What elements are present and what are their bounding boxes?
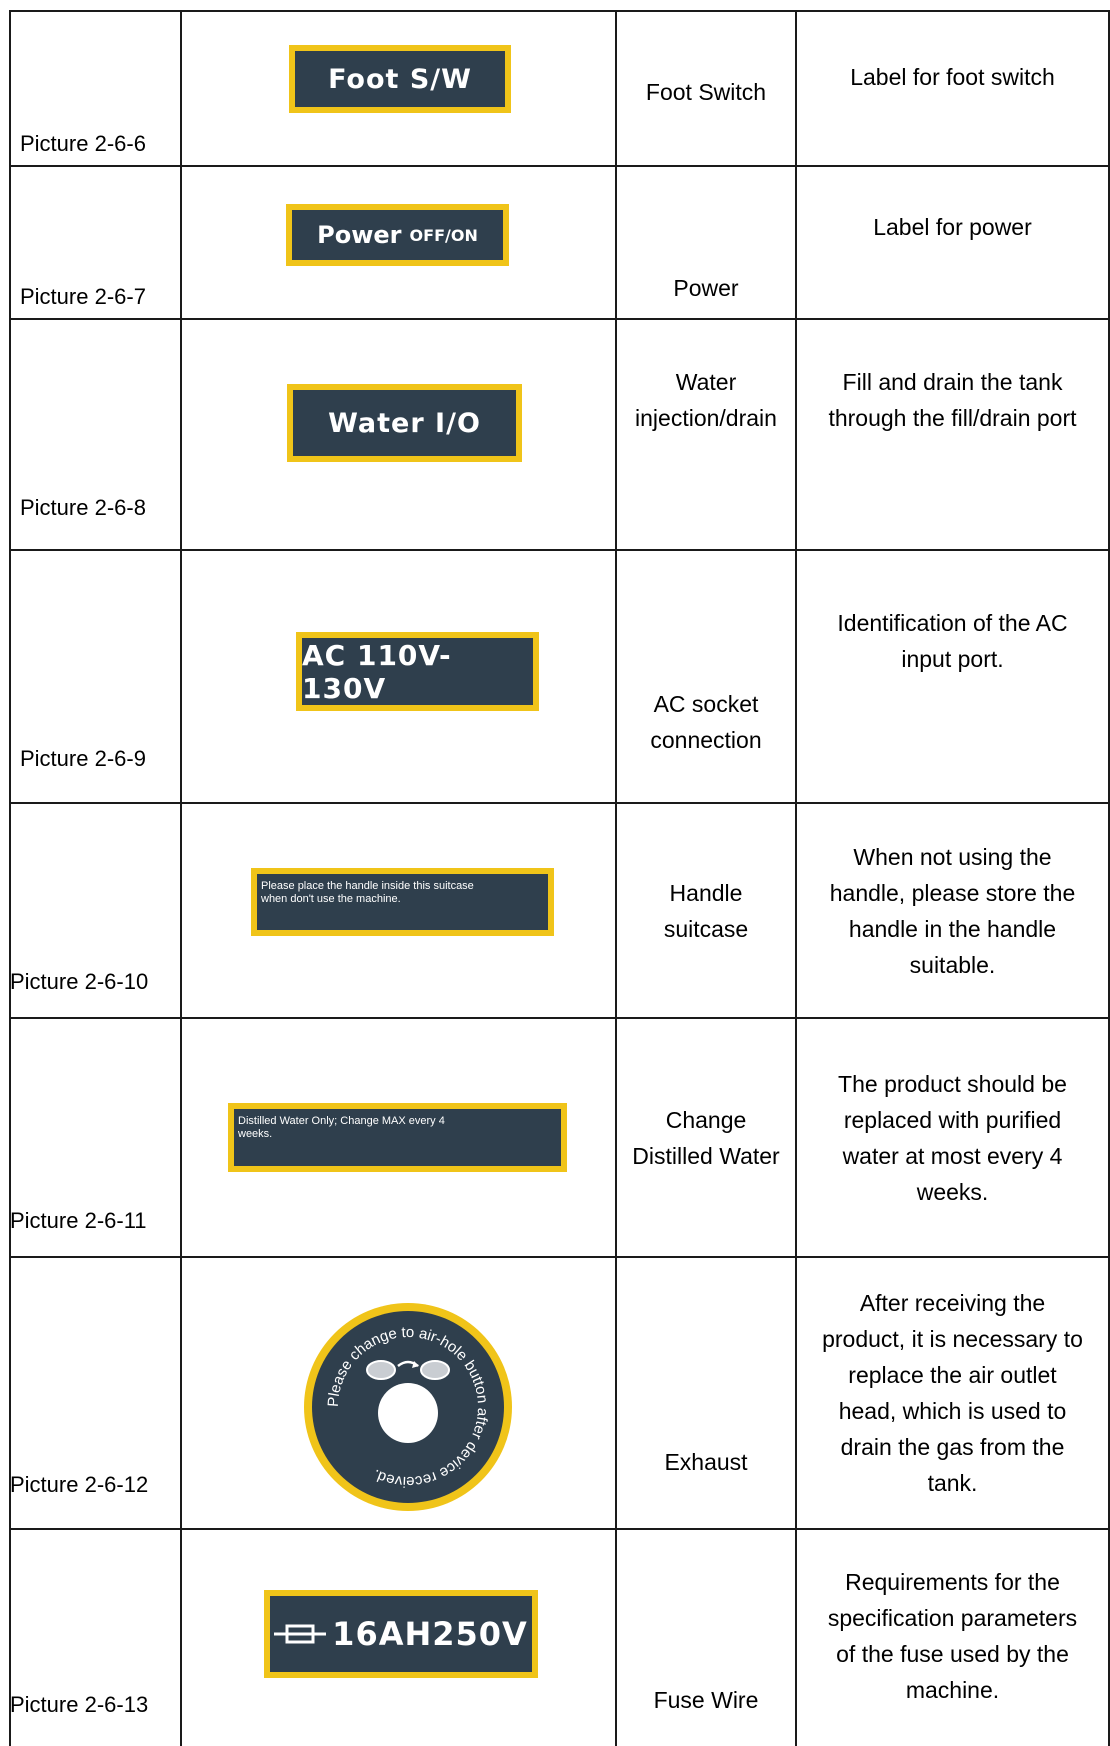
picture-ref	[20, 167, 180, 318]
item-name-line: suitcase	[663, 915, 749, 942]
item-name	[617, 1258, 795, 1528]
item-name	[617, 167, 795, 318]
item-name-line: Distilled Water	[632, 1142, 780, 1169]
item-name	[609, 320, 803, 480]
item-description	[797, 320, 1108, 480]
distilled-label-line: Distilled Water Only; Change MAX every 4	[238, 1115, 445, 1127]
item-description-line: replaced with purified	[843, 1106, 1062, 1133]
item-name-line: connection	[650, 727, 762, 753]
item-name-line: AC socket	[653, 691, 759, 717]
fuse-rating-label-plate	[264, 1590, 538, 1678]
item-description-line: of the fuse used by the	[836, 1641, 1069, 1667]
item-description-line: through the fill/drain port	[828, 405, 1077, 431]
item-description-line: handle, please store the	[829, 879, 1076, 906]
item-description	[797, 1258, 1108, 1528]
picture-ref	[20, 12, 180, 165]
item-description-line: machine.	[905, 1677, 1000, 1703]
item-name	[617, 804, 795, 1017]
item-name-text: Exhaust	[664, 1449, 748, 1475]
item-description-line: weeks.	[916, 1178, 989, 1205]
picture-ref-text: Picture 2-6-13	[10, 1692, 149, 1717]
item-description-line: drain the gas from the	[840, 1434, 1065, 1460]
fuse-rating-text: 16AH250V	[332, 1615, 528, 1653]
distilled-label-line: weeks.	[238, 1128, 273, 1140]
item-description-line: The product should be	[838, 1070, 1067, 1097]
picture-ref	[20, 551, 180, 802]
ac-voltage-label-text: AC 110V-130V	[302, 638, 452, 705]
item-description	[797, 804, 1108, 1017]
item-name	[617, 12, 795, 165]
power-label-sub: OFF/ON	[409, 225, 478, 245]
item-name-line: Water	[675, 369, 737, 395]
item-description-line: When not using the	[853, 843, 1052, 870]
item-description-text: Label for foot switch	[850, 64, 1055, 90]
item-description-line: product, it is necessary to	[822, 1326, 1083, 1352]
item-name-line: Handle	[669, 879, 743, 906]
picture-ref-text: Picture 2-6-12	[10, 1472, 149, 1497]
item-description-line: After receiving the	[859, 1290, 1046, 1316]
badge-ring-text: Please change to air-hole button after device received.	[324, 1323, 492, 1491]
picture-ref-text: Picture 2-6-11	[10, 1208, 147, 1233]
picture-ref-text: Picture 2-6-6	[20, 131, 146, 156]
picture-ref	[10, 804, 180, 1017]
item-description-line: replace the air outlet	[848, 1362, 1057, 1388]
picture-ref-text: Picture 2-6-10	[10, 969, 149, 994]
picture-ref	[20, 320, 180, 549]
item-description-line: head, which is used to	[838, 1398, 1067, 1424]
foot-switch-label-text: Foot S/W	[328, 63, 472, 95]
item-description-line: suitable.	[909, 951, 996, 978]
power-label-plate	[286, 204, 509, 266]
foot-switch-label-plate	[289, 45, 511, 113]
water-io-label-text: Water I/O	[328, 407, 481, 439]
item-description-text: Label for power	[873, 214, 1032, 240]
picture-ref	[10, 1530, 180, 1746]
item-name-text: Foot Switch	[645, 78, 767, 105]
item-description-line: Fill and drain the tank	[842, 369, 1063, 395]
item-description-line: Identification of the AC	[837, 610, 1068, 636]
item-description-line: water at most every 4	[842, 1142, 1063, 1169]
item-name	[617, 551, 795, 802]
picture-ref-text: Picture 2-6-7	[20, 284, 146, 309]
item-name	[617, 1530, 795, 1746]
item-name-line: Change	[665, 1106, 747, 1133]
badge-center-hole	[378, 1383, 438, 1443]
item-description	[797, 1019, 1108, 1256]
item-description	[797, 167, 1108, 287]
picture-ref	[10, 1019, 180, 1256]
item-name	[609, 1019, 803, 1256]
picture-ref-text: Picture 2-6-9	[20, 746, 146, 771]
item-description-line: tank.	[927, 1470, 978, 1496]
water-io-label-plate	[287, 384, 522, 462]
handle-label-line: Please place the handle inside this suitcase	[261, 880, 474, 892]
fuse-symbol-icon	[274, 1622, 326, 1646]
picture-ref-text: Picture 2-6-8	[20, 495, 146, 520]
picture-ref	[10, 1258, 180, 1528]
item-description	[797, 12, 1108, 142]
item-description-line: handle in the handle	[848, 915, 1057, 942]
item-description-line: input port.	[901, 646, 1004, 672]
ac-voltage-label-plate	[296, 632, 539, 711]
item-description-line: specification parameters	[827, 1605, 1078, 1631]
item-description	[797, 1530, 1108, 1742]
item-description	[797, 551, 1108, 731]
item-name-text: Fuse Wire	[653, 1687, 759, 1713]
power-label-main: Power	[317, 221, 402, 249]
exhaust-air-hole-badge	[301, 1300, 515, 1514]
handle-label-line: when don't use the machine.	[261, 893, 401, 905]
item-description-line: Requirements for the	[845, 1569, 1060, 1595]
distilled-water-label-plate	[228, 1103, 567, 1172]
item-name-text: Power	[673, 275, 739, 301]
item-name-line: injection/drain	[635, 405, 777, 431]
handle-suitcase-label-plate	[251, 868, 554, 936]
